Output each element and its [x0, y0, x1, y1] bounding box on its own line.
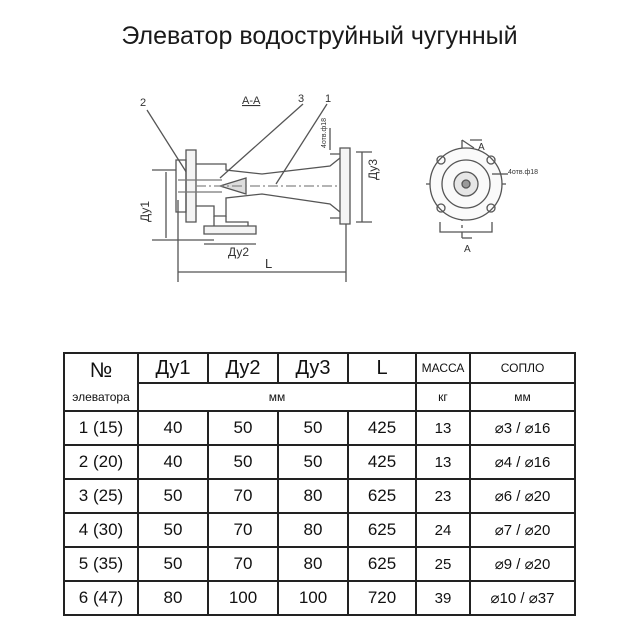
dimension-du3: Ду3 [366, 158, 380, 180]
cell-mass: 23 [416, 479, 470, 513]
callout-2: 2 [140, 97, 147, 109]
elevator-body [178, 158, 340, 216]
table-row [64, 479, 575, 513]
cell-nozzle: ⌀3 / ⌀16 [470, 411, 575, 445]
cell-du1: 40 [138, 445, 208, 479]
header-nozzle: СОПЛО [470, 353, 575, 383]
specification-table [63, 352, 576, 616]
header-du1: Ду1 [138, 353, 208, 383]
cell-length: 625 [348, 513, 416, 547]
cell-number: 2 (20) [64, 445, 138, 479]
cell-number: 1 (15) [64, 411, 138, 445]
section-mark-top: А [478, 142, 485, 153]
page-title: Элеватор водоструйный чугунный [121, 22, 518, 50]
cell-du3: 50 [278, 411, 348, 445]
cell-mass: 39 [416, 581, 470, 615]
cell-du2: 70 [208, 479, 278, 513]
header-number-sub: элеватора [64, 383, 138, 411]
cell-mass: 24 [416, 513, 470, 547]
cell-nozzle: ⌀4 / ⌀16 [470, 445, 575, 479]
header-du3: Ду3 [278, 353, 348, 383]
cell-du1: 80 [138, 581, 208, 615]
header-number: № [64, 353, 138, 383]
header-du2: Ду2 [208, 353, 278, 383]
bolt-note-main: 4отв.ф18 [321, 117, 328, 148]
table-row [64, 581, 575, 615]
cell-number: 3 (25) [64, 479, 138, 513]
callout-2-leader [147, 110, 190, 178]
side-view-flange [426, 148, 506, 232]
cell-du1: 50 [138, 513, 208, 547]
cell-length: 625 [348, 547, 416, 581]
cell-mass: 25 [416, 547, 470, 581]
header-unit-nozzle: мм [470, 383, 575, 411]
section-label: А-А [242, 95, 261, 107]
cell-du2: 50 [208, 445, 278, 479]
cell-number: 6 (47) [64, 581, 138, 615]
cell-du3: 80 [278, 547, 348, 581]
cell-du2: 100 [208, 581, 278, 615]
cell-length: 625 [348, 479, 416, 513]
header-length: L [348, 353, 416, 383]
callout-3: 3 [298, 93, 305, 105]
cell-length: 425 [348, 411, 416, 445]
header-unit-kg: кг [416, 383, 470, 411]
cell-nozzle: ⌀9 / ⌀20 [470, 547, 575, 581]
dimension-lines [152, 152, 372, 282]
cell-du2: 70 [208, 513, 278, 547]
table-row [64, 445, 575, 479]
cell-du3: 50 [278, 445, 348, 479]
cell-number: 5 (35) [64, 547, 138, 581]
cell-du1: 40 [138, 411, 208, 445]
cell-mass: 13 [416, 445, 470, 479]
callout-1: 1 [325, 93, 332, 105]
outlet-flange [330, 148, 350, 224]
cell-mass: 13 [416, 411, 470, 445]
cell-du3: 80 [278, 513, 348, 547]
cell-nozzle: ⌀10 / ⌀37 [470, 581, 575, 615]
cell-du2: 50 [208, 411, 278, 445]
dimension-length: L [265, 256, 273, 271]
suction-branch [204, 216, 256, 234]
table-row [64, 547, 575, 581]
cell-du1: 50 [138, 479, 208, 513]
cell-du2: 70 [208, 547, 278, 581]
cell-du3: 80 [278, 479, 348, 513]
dimension-du1: Ду1 [138, 200, 152, 222]
header-mass: МАССА [416, 353, 470, 383]
cell-du3: 100 [278, 581, 348, 615]
cell-length: 425 [348, 445, 416, 479]
header-unit-mm: мм [138, 383, 416, 411]
cell-nozzle: ⌀6 / ⌀20 [470, 479, 575, 513]
bolt-note-side: 4отв.ф18 [508, 169, 539, 176]
section-mark-bottom: А [464, 244, 471, 255]
cell-length: 720 [348, 581, 416, 615]
table-row [64, 513, 575, 547]
dimension-du2: Ду2 [228, 245, 250, 259]
cell-number: 4 (30) [64, 513, 138, 547]
cell-du1: 50 [138, 547, 208, 581]
callout-3-leader [220, 104, 303, 178]
cell-nozzle: ⌀7 / ⌀20 [470, 513, 575, 547]
table-row [64, 411, 575, 445]
